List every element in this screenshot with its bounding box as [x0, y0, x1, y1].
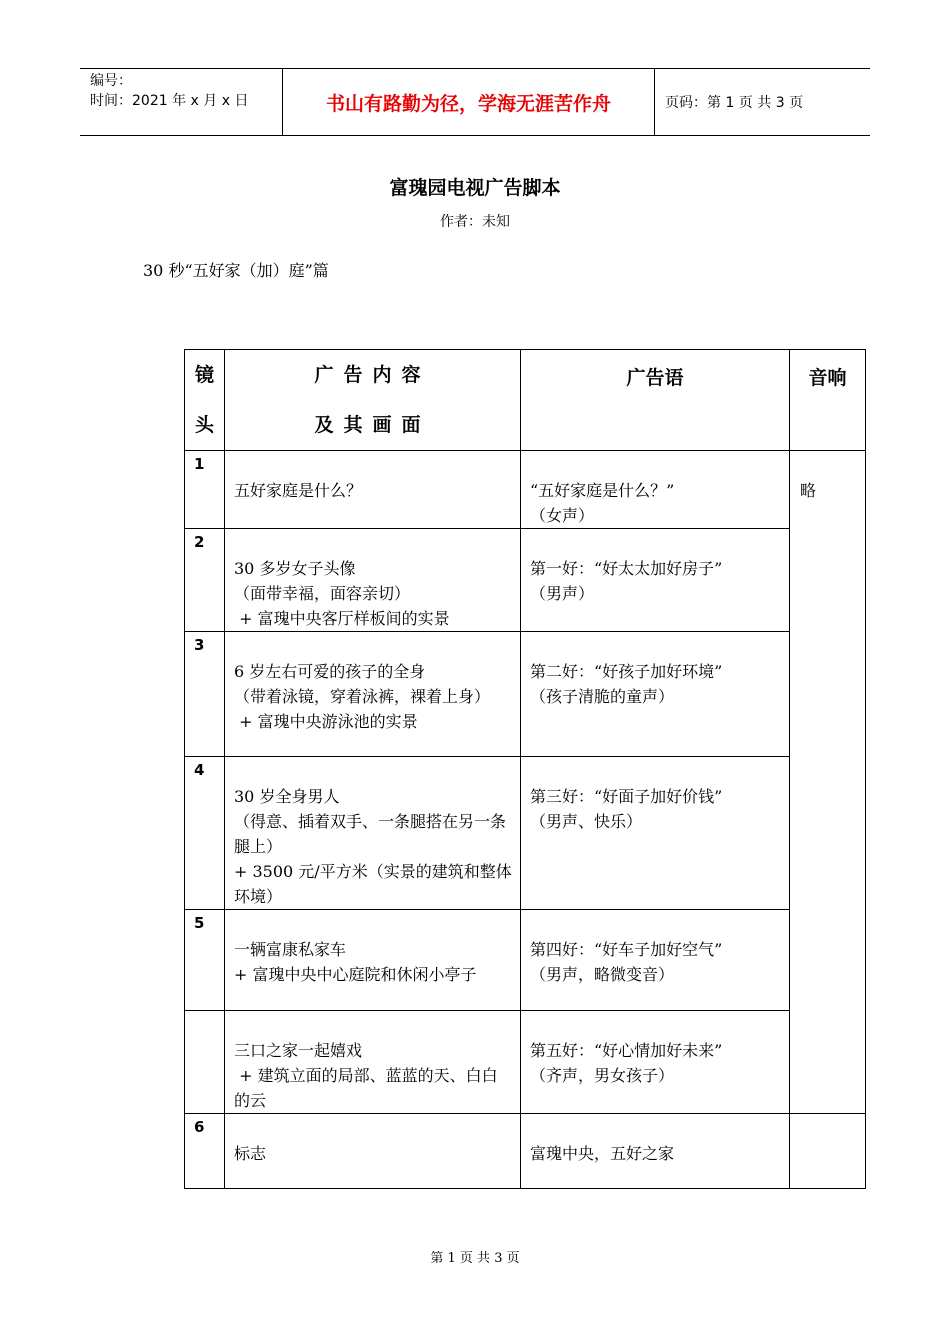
shot-slogan: [521, 529, 790, 632]
table-row: [185, 757, 866, 910]
document-title: 富瑰园电视广告脚本: [389, 177, 561, 199]
content-line: 标志: [234, 1144, 267, 1163]
table-row: [185, 910, 866, 1011]
header-bar: [80, 68, 870, 136]
header-meta: [80, 69, 282, 135]
shot-slogan: [521, 757, 790, 910]
shot-content: [225, 910, 521, 1011]
content-line: + 建筑立面的局部、蓝蓝的天、白白的云: [234, 1066, 498, 1110]
table-row: [185, 529, 866, 632]
content-line: 30 多岁女子头像: [234, 559, 356, 578]
document-author: 作者：未知: [440, 214, 510, 230]
content-line: 一辆富康私家车: [234, 940, 347, 959]
content-line: 6 岁左右可爱的孩子的全身: [234, 662, 426, 681]
shot-slogan: [521, 1011, 790, 1114]
slogan-line: （齐声，男女孩子）: [530, 1066, 675, 1085]
content-line: （面带幸福，面容亲切）: [234, 584, 411, 603]
shot-content: [225, 1114, 521, 1189]
shot-content: [225, 1011, 521, 1114]
shot-number: 6: [185, 1114, 225, 1189]
slogan-line: 第一好：“好太太加好房子”: [530, 559, 723, 578]
document-subtitle: 30 秒“五好家（加）庭”篇: [143, 261, 329, 280]
shot-content: [225, 451, 521, 529]
content-line: 五好家庭是什么？: [234, 481, 363, 500]
number-label: 编号：: [90, 73, 132, 89]
shot-number: 3: [185, 632, 225, 757]
shot-slogan: [521, 632, 790, 757]
slogan-line: “五好家庭是什么？”: [530, 481, 675, 500]
table-row: [185, 1011, 866, 1114]
shot-content: [225, 529, 521, 632]
slogan-line: （男声、快乐）: [530, 812, 643, 831]
table-row: [185, 632, 866, 757]
shot-number: 4: [185, 757, 225, 910]
slogan-line: （男声）: [530, 584, 595, 603]
slogan-line: （男声，略微变音）: [530, 965, 675, 984]
ad-script-table: [184, 349, 866, 1189]
slogan-line: 富瑰中央，五好之家: [530, 1144, 675, 1163]
header-page-info: 页码：第 1 页 共 3 页: [665, 95, 804, 111]
sound-value: 略: [790, 451, 866, 1114]
shot-number: 1: [185, 451, 225, 529]
slogan-line: （孩子清脆的童声）: [530, 687, 675, 706]
slogan-line: 第三好：“好面子加好价钱”: [530, 787, 723, 806]
table-row: [185, 451, 866, 529]
table-header-row: [185, 350, 866, 451]
shot-slogan: [521, 451, 790, 529]
content-line: （得意、插着双手、一条腿搭在另一条腿上）: [234, 812, 507, 856]
header-shot: 镜 头: [185, 350, 225, 451]
slogan-line: 第四好：“好车子加好空气”: [530, 940, 723, 959]
content-line: + 富瑰中央游泳池的实景: [234, 712, 418, 731]
header-slogan: 广告语: [521, 350, 790, 451]
content-line: （带着泳镜，穿着泳裤，裸着上身）: [234, 687, 491, 706]
header-sound: 音响: [790, 350, 866, 451]
content-line: + 3500 元/平方米（实景的建筑和整体环境）: [234, 862, 512, 906]
shot-number: 2: [185, 529, 225, 632]
sound-empty: [790, 1114, 866, 1189]
header-content: 广告内容 及其画面: [225, 350, 521, 451]
shot-number: [185, 1011, 225, 1114]
shot-number: 5: [185, 910, 225, 1011]
content-line: + 富瑰中央中心庭院和休闲小亭子: [234, 965, 477, 984]
header-motto: 书山有路勤为径，学海无涯苦作舟: [282, 69, 655, 135]
content-line: 三口之家一起嬉戏: [234, 1041, 363, 1060]
shot-slogan: [521, 910, 790, 1011]
page-footer: 第 1 页 共 3 页: [430, 1251, 520, 1266]
shot-content: [225, 757, 521, 910]
slogan-line: 第五好：“好心情加好未来”: [530, 1041, 723, 1060]
shot-slogan: [521, 1114, 790, 1189]
content-line: 30 岁全身男人: [234, 787, 340, 806]
content-line: + 富瑰中央客厅样板间的实景: [234, 609, 450, 628]
slogan-line: （女声）: [530, 506, 595, 525]
shot-content: [225, 632, 521, 757]
time-label: 时间：2021 年 x 月 x 日: [90, 93, 249, 109]
table-row: [185, 1114, 866, 1189]
slogan-line: 第二好：“好孩子加好环境”: [530, 662, 723, 681]
